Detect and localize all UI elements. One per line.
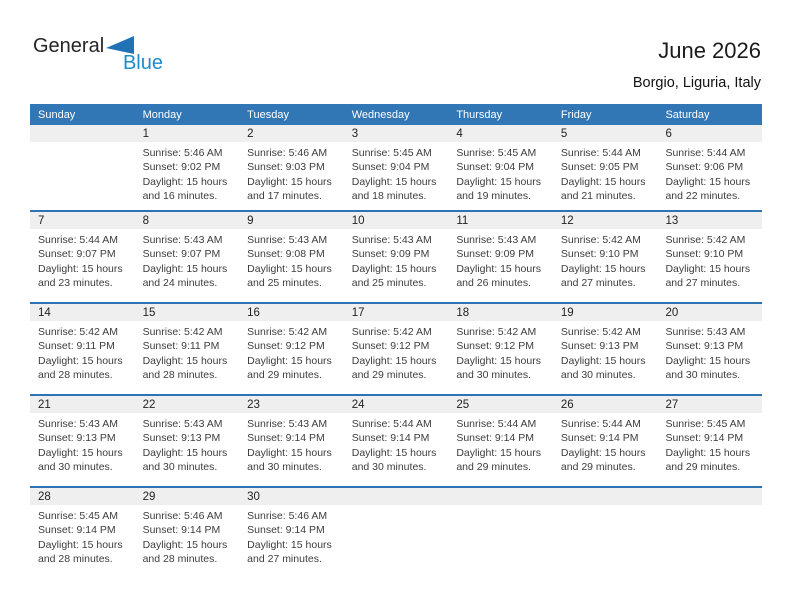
day-number: 22 <box>142 398 156 411</box>
day-details <box>239 413 344 474</box>
sunrise-text: Sunrise: 5:46 AM <box>247 510 328 522</box>
day-number: 6 <box>665 127 672 140</box>
sunset-text: Sunset: 9:05 PM <box>560 161 639 174</box>
daylight-text: Daylight: 15 hours and 30 minutes. <box>351 446 437 473</box>
sunset-text: Sunset: 9:06 PM <box>665 161 744 174</box>
day-number: 21 <box>38 398 51 411</box>
sunset-text: Sunset: 9:12 PM <box>247 340 325 353</box>
day-details <box>448 413 553 474</box>
calendar-day-cell <box>344 304 449 394</box>
sunset-text: Sunset: 9:11 PM <box>38 340 115 353</box>
day-number-band <box>553 396 658 413</box>
daylight-text: Daylight: 15 hours and 28 minutes. <box>38 538 123 565</box>
calendar-day-cell <box>448 396 553 486</box>
sunset-text: Sunset: 9:14 PM <box>665 432 744 445</box>
weekday-header-tuesday: Tuesday <box>247 108 289 121</box>
daylight-text: Daylight: 15 hours and 23 minutes. <box>38 262 123 289</box>
sunrise-text: Sunrise: 5:45 AM <box>351 147 432 159</box>
sunrise-text: Sunrise: 5:45 AM <box>456 147 537 159</box>
day-details <box>657 142 762 203</box>
day-number-band <box>448 488 553 505</box>
daylight-text: Daylight: 15 hours and 25 minutes. <box>247 262 332 289</box>
day-number: 11 <box>456 214 469 227</box>
sunrise-text: Sunrise: 5:43 AM <box>456 234 537 246</box>
logo-text-blue: Blue <box>122 52 163 74</box>
calendar-day-cell <box>344 396 449 486</box>
calendar-day-cell <box>448 212 553 302</box>
day-number-band <box>135 304 240 321</box>
sunset-text: Sunset: 9:14 PM <box>351 432 430 445</box>
calendar-day-cell <box>30 396 135 486</box>
day-number-band <box>344 125 449 142</box>
sunset-text: Sunset: 9:13 PM <box>560 340 639 353</box>
calendar-day-cell-empty <box>553 488 658 578</box>
sunrise-text: Sunrise: 5:44 AM <box>560 418 641 430</box>
sunset-text: Sunset: 9:13 PM <box>38 432 116 445</box>
day-number: 3 <box>351 127 359 140</box>
sunrise-text: Sunrise: 5:43 AM <box>351 234 432 246</box>
calendar-day-cell <box>553 212 658 302</box>
day-number-band <box>448 125 553 142</box>
daylight-text: Daylight: 15 hours and 30 minutes. <box>38 446 123 473</box>
day-number: 27 <box>665 398 679 411</box>
day-number: 15 <box>142 306 156 319</box>
daylight-text: Daylight: 15 hours and 30 minutes. <box>142 446 228 473</box>
day-number-band <box>30 396 135 413</box>
calendar-day-cell <box>657 212 762 302</box>
day-number: 26 <box>560 398 574 411</box>
daylight-text: Daylight: 15 hours and 30 minutes. <box>456 354 541 381</box>
day-details <box>135 142 240 203</box>
day-number: 4 <box>456 127 463 140</box>
day-number: 16 <box>247 306 260 319</box>
sunrise-text: Sunrise: 5:44 AM <box>560 147 641 159</box>
day-number: 24 <box>351 398 365 411</box>
day-number: 18 <box>456 306 470 319</box>
calendar-day-cell <box>30 212 135 302</box>
calendar-day-cell-empty <box>344 488 449 578</box>
day-number-band <box>553 125 658 142</box>
sunset-text: Sunset: 9:14 PM <box>142 524 221 537</box>
day-number-band <box>448 396 553 413</box>
calendar-day-cell <box>30 304 135 394</box>
day-number: 30 <box>247 490 260 503</box>
day-details <box>239 321 344 382</box>
sunrise-text: Sunrise: 5:43 AM <box>247 418 328 430</box>
sunset-text: Sunset: 9:14 PM <box>38 524 116 537</box>
day-number-band <box>344 304 449 321</box>
day-number: 9 <box>247 214 254 227</box>
calendar-day-cell <box>344 212 449 302</box>
daylight-text: Daylight: 15 hours and 19 minutes. <box>456 175 541 202</box>
calendar-day-cell <box>239 212 344 302</box>
calendar-day-cell <box>553 304 658 394</box>
daylight-text: Daylight: 15 hours and 18 minutes. <box>351 175 437 202</box>
day-details <box>448 229 553 290</box>
day-details <box>239 142 344 203</box>
day-number-band <box>448 304 553 321</box>
calendar-week-row <box>30 302 762 394</box>
calendar-day-cell <box>448 304 553 394</box>
daylight-text: Daylight: 15 hours and 30 minutes. <box>560 354 646 381</box>
daylight-text: Daylight: 15 hours and 27 minutes. <box>560 262 646 289</box>
calendar-day-cell-empty <box>448 488 553 578</box>
sunset-text: Sunset: 9:10 PM <box>560 248 639 261</box>
daylight-text: Daylight: 15 hours and 17 minutes. <box>247 175 332 202</box>
day-number-band <box>30 488 135 505</box>
day-details <box>135 413 240 474</box>
daylight-text: Daylight: 15 hours and 21 minutes. <box>560 175 646 202</box>
calendar-day-cell <box>239 488 344 578</box>
sunrise-text: Sunrise: 5:42 AM <box>560 234 641 246</box>
day-details <box>344 413 449 474</box>
weekday-header-thursday: Thursday <box>456 108 503 121</box>
calendar-day-cell <box>344 125 449 210</box>
sunrise-text: Sunrise: 5:42 AM <box>142 326 223 338</box>
sunset-text: Sunset: 9:03 PM <box>247 161 325 174</box>
calendar-day-cell <box>239 125 344 210</box>
daylight-text: Daylight: 15 hours and 29 minutes. <box>665 446 751 473</box>
day-number: 5 <box>560 127 568 140</box>
day-number-band <box>30 212 135 229</box>
day-number: 1 <box>142 127 149 140</box>
sunset-text: Sunset: 9:10 PM <box>665 248 744 261</box>
day-number: 13 <box>665 214 679 227</box>
sunrise-text: Sunrise: 5:45 AM <box>665 418 746 430</box>
day-details <box>553 229 658 290</box>
logo-text-general: General <box>33 35 105 57</box>
day-number-band <box>344 212 449 229</box>
month-title: June 2026 <box>658 38 761 63</box>
sunrise-text: Sunrise: 5:45 AM <box>38 510 118 522</box>
daylight-text: Daylight: 15 hours and 27 minutes. <box>247 538 332 565</box>
sunset-text: Sunset: 9:08 PM <box>247 248 325 261</box>
day-details <box>553 413 658 474</box>
day-number-band <box>30 304 135 321</box>
sunrise-text: Sunrise: 5:42 AM <box>560 326 641 338</box>
weekday-header-saturday: Saturday <box>665 108 710 121</box>
day-details <box>135 321 240 382</box>
day-details <box>30 229 135 290</box>
calendar-week-row <box>30 210 762 302</box>
day-number-band <box>135 396 240 413</box>
day-number: 25 <box>456 398 470 411</box>
day-number-band <box>344 488 449 505</box>
day-details <box>657 413 762 474</box>
calendar-week-row <box>30 394 762 486</box>
sunrise-text: Sunrise: 5:42 AM <box>665 234 746 246</box>
day-number-band <box>657 488 762 505</box>
day-number-band <box>135 125 240 142</box>
day-number-band <box>657 304 762 321</box>
daylight-text: Daylight: 15 hours and 29 minutes. <box>351 354 437 381</box>
sunset-text: Sunset: 9:14 PM <box>247 432 325 445</box>
day-number-band <box>657 396 762 413</box>
sunset-text: Sunset: 9:14 PM <box>247 524 325 537</box>
sunrise-text: Sunrise: 5:46 AM <box>247 147 328 159</box>
calendar-day-cell <box>657 304 762 394</box>
daylight-text: Daylight: 15 hours and 28 minutes. <box>142 354 228 381</box>
weekday-header-row <box>30 104 762 125</box>
sunrise-text: Sunrise: 5:43 AM <box>247 234 328 246</box>
weekday-header-monday: Monday <box>142 108 182 121</box>
sunset-text: Sunset: 9:13 PM <box>665 340 744 353</box>
day-details <box>30 321 135 382</box>
day-details <box>553 321 658 382</box>
sunset-text: Sunset: 9:14 PM <box>560 432 639 445</box>
day-details <box>344 229 449 290</box>
sunset-text: Sunset: 9:14 PM <box>456 432 534 445</box>
calendar-day-cell <box>553 396 658 486</box>
daylight-text: Daylight: 15 hours and 26 minutes. <box>456 262 541 289</box>
day-number-band <box>553 488 658 505</box>
sunset-text: Sunset: 9:07 PM <box>142 248 221 261</box>
day-details <box>135 505 240 566</box>
daylight-text: Daylight: 15 hours and 22 minutes. <box>665 175 751 202</box>
sunrise-text: Sunrise: 5:46 AM <box>142 147 223 159</box>
day-number-band <box>239 125 344 142</box>
sunrise-text: Sunrise: 5:42 AM <box>247 326 328 338</box>
day-number: 28 <box>38 490 51 503</box>
day-details <box>344 142 449 203</box>
calendar-day-cell <box>135 212 240 302</box>
daylight-text: Daylight: 15 hours and 16 minutes. <box>142 175 228 202</box>
day-number-band <box>657 125 762 142</box>
calendar-day-cell <box>657 396 762 486</box>
day-number-band <box>30 125 135 142</box>
sunrise-text: Sunrise: 5:44 AM <box>38 234 118 246</box>
calendar-day-cell <box>239 396 344 486</box>
calendar-day-cell-empty <box>657 488 762 578</box>
day-details <box>553 142 658 203</box>
day-details <box>657 321 762 382</box>
sunset-text: Sunset: 9:11 PM <box>142 340 220 353</box>
day-number: 8 <box>142 214 149 227</box>
day-details <box>448 142 553 203</box>
weekday-header-wednesday: Wednesday <box>351 108 410 121</box>
calendar-day-cell <box>30 488 135 578</box>
day-number-band <box>135 212 240 229</box>
day-details <box>448 321 553 382</box>
calendar-day-cell <box>657 125 762 210</box>
sunrise-text: Sunrise: 5:42 AM <box>456 326 537 338</box>
calendar-week-row <box>30 125 762 210</box>
day-number-band <box>239 304 344 321</box>
day-number: 23 <box>247 398 260 411</box>
sunset-text: Sunset: 9:12 PM <box>351 340 430 353</box>
sunset-text: Sunset: 9:13 PM <box>142 432 221 445</box>
day-number-band <box>239 488 344 505</box>
calendar-day-cell <box>135 488 240 578</box>
day-number: 29 <box>142 490 156 503</box>
daylight-text: Daylight: 15 hours and 29 minutes. <box>247 354 332 381</box>
calendar-day-cell <box>135 304 240 394</box>
calendar-table <box>30 104 762 578</box>
calendar-day-cell <box>135 125 240 210</box>
page-header <box>633 38 761 91</box>
calendar-day-cell <box>239 304 344 394</box>
sunset-text: Sunset: 9:09 PM <box>351 248 430 261</box>
day-number: 7 <box>38 214 45 227</box>
calendar-day-cell <box>135 396 240 486</box>
day-number-band <box>344 396 449 413</box>
calendar-day-cell <box>553 125 658 210</box>
daylight-text: Daylight: 15 hours and 28 minutes. <box>38 354 123 381</box>
calendar-week-row <box>30 486 762 578</box>
sunset-text: Sunset: 9:12 PM <box>456 340 534 353</box>
day-details <box>30 413 135 474</box>
day-number: 19 <box>560 306 574 319</box>
day-number-band <box>135 488 240 505</box>
day-details <box>657 229 762 290</box>
day-number-band <box>448 212 553 229</box>
daylight-text: Daylight: 15 hours and 27 minutes. <box>665 262 751 289</box>
calendar-weeks <box>30 125 762 578</box>
sunrise-text: Sunrise: 5:43 AM <box>665 326 746 338</box>
sunrise-text: Sunrise: 5:43 AM <box>38 418 118 430</box>
sunrise-text: Sunrise: 5:44 AM <box>665 147 746 159</box>
daylight-text: Daylight: 15 hours and 30 minutes. <box>665 354 751 381</box>
sunrise-text: Sunrise: 5:44 AM <box>351 418 432 430</box>
day-details <box>239 505 344 566</box>
daylight-text: Daylight: 15 hours and 30 minutes. <box>247 446 332 473</box>
day-number-band <box>239 212 344 229</box>
logo <box>33 36 163 73</box>
day-details <box>344 321 449 382</box>
sunrise-text: Sunrise: 5:46 AM <box>142 510 223 522</box>
calendar-day-cell-empty <box>30 125 135 210</box>
daylight-text: Daylight: 15 hours and 25 minutes. <box>351 262 437 289</box>
day-number: 10 <box>351 214 365 227</box>
sunrise-text: Sunrise: 5:44 AM <box>456 418 537 430</box>
sunset-text: Sunset: 9:04 PM <box>351 161 430 174</box>
location-subtitle: Borgio, Liguria, Italy <box>632 75 761 91</box>
sunrise-text: Sunrise: 5:42 AM <box>38 326 118 338</box>
day-number-band <box>657 212 762 229</box>
calendar-day-cell <box>448 125 553 210</box>
sunrise-text: Sunrise: 5:43 AM <box>142 418 223 430</box>
day-number: 20 <box>665 306 679 319</box>
sunset-text: Sunset: 9:02 PM <box>142 161 221 174</box>
sunrise-text: Sunrise: 5:42 AM <box>351 326 432 338</box>
day-details <box>239 229 344 290</box>
daylight-text: Daylight: 15 hours and 28 minutes. <box>142 538 228 565</box>
sunrise-text: Sunrise: 5:43 AM <box>142 234 223 246</box>
sunset-text: Sunset: 9:04 PM <box>456 161 534 174</box>
weekday-header-sunday: Sunday <box>38 108 76 121</box>
day-details <box>30 505 135 566</box>
day-number: 12 <box>560 214 574 227</box>
sunset-text: Sunset: 9:09 PM <box>456 248 534 261</box>
weekday-header-friday: Friday <box>560 108 592 121</box>
sunset-text: Sunset: 9:07 PM <box>38 248 116 261</box>
day-details <box>135 229 240 290</box>
day-number: 14 <box>38 306 51 319</box>
daylight-text: Daylight: 15 hours and 29 minutes. <box>456 446 541 473</box>
day-number-band <box>553 212 658 229</box>
day-number: 17 <box>351 306 365 319</box>
day-number-band <box>239 396 344 413</box>
daylight-text: Daylight: 15 hours and 24 minutes. <box>142 262 228 289</box>
daylight-text: Daylight: 15 hours and 29 minutes. <box>560 446 646 473</box>
day-number-band <box>553 304 658 321</box>
day-number: 2 <box>247 127 254 140</box>
